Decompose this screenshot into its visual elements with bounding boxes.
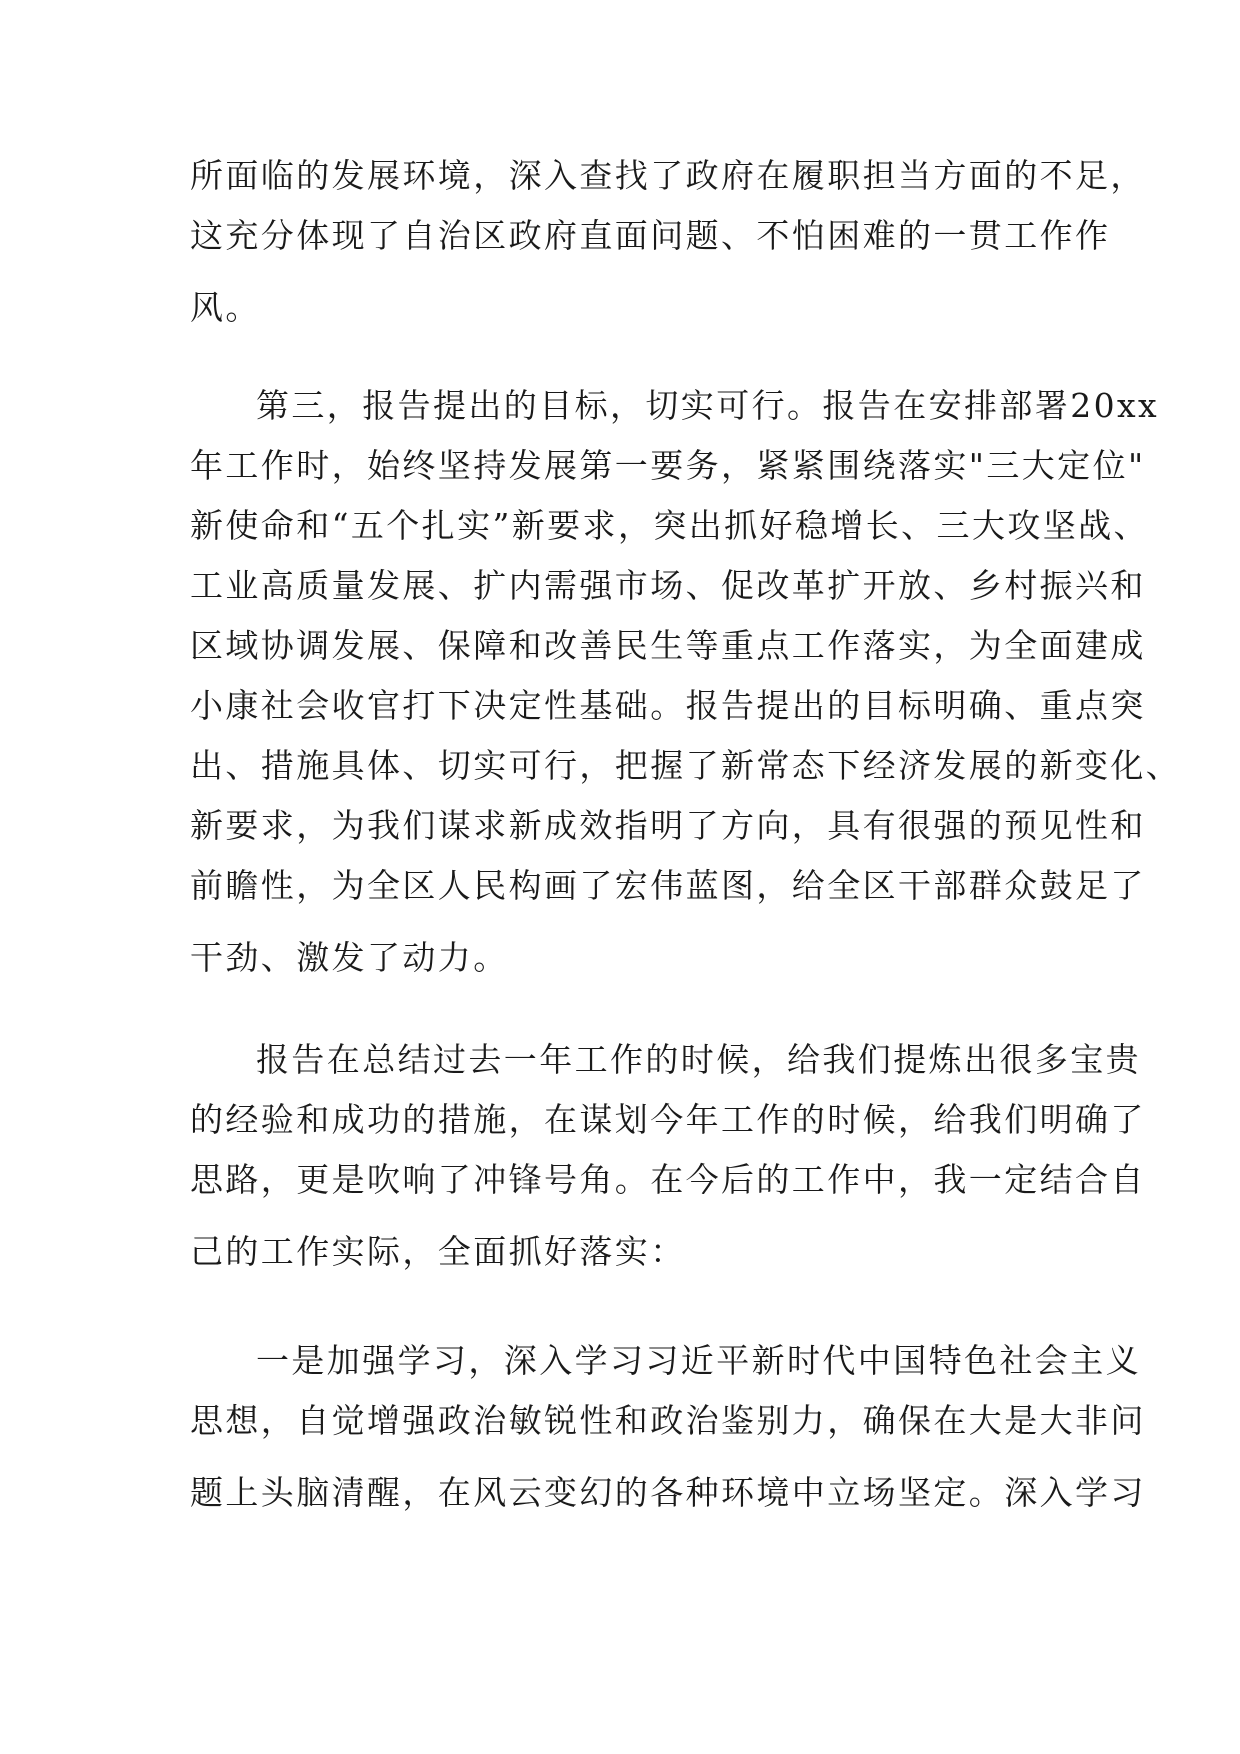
- text-line: 前瞻性，为全区人民构画了宏伟蓝图，给全区干部群众鼓足了: [190, 866, 1146, 905]
- text-line: 的经验和成功的措施，在谋划今年工作的时候，给我们明确了: [190, 1100, 1146, 1139]
- text-line: 思想，自觉增强政治敏锐性和政治鉴别力，确保在大是大非问: [190, 1401, 1146, 1440]
- text-line: 出、措施具体、切实可行，把握了新常态下经济发展的新变化、: [190, 746, 1182, 785]
- text-line: 干劲、激发了动力。: [190, 938, 509, 977]
- paragraph-1: [190, 146, 1146, 338]
- text-line: 小康社会收官打下决定性基础。报告提出的目标明确、重点突: [190, 686, 1146, 725]
- text-line: 工业高质量发展、扩内需强市场、促改革扩开放、乡村振兴和: [190, 566, 1146, 605]
- paragraph-3: [190, 1030, 1146, 1282]
- text-line: 第三，报告提出的目标，切实可行。报告在安排部署20xx: [256, 386, 1160, 425]
- text-line: 年工作时，始终坚持发展第一要务，紧紧围绕落实"三大定位": [190, 446, 1146, 485]
- text-line: 己的工作实际，全面抓好落实：: [190, 1232, 686, 1271]
- text-line: 新使命和“五个扎实”新要求，突出抓好稳增长、三大攻坚战、: [190, 506, 1149, 545]
- text-line: 风。: [190, 288, 261, 327]
- text-line: 所面临的发展环境，深入查找了政府在履职担当方面的不足，: [190, 156, 1146, 195]
- text-line: 思路，更是吹响了冲锋号角。在今后的工作中，我一定结合自: [190, 1160, 1146, 1199]
- paragraph-2: [190, 376, 1182, 988]
- text-line: 一是加强学习，深入学习习近平新时代中国特色社会主义: [256, 1341, 1141, 1380]
- text-line: 新要求，为我们谋求新成效指明了方向，具有很强的预见性和: [190, 806, 1146, 845]
- text-line: 区域协调发展、保障和改善民生等重点工作落实，为全面建成: [190, 626, 1146, 665]
- text-line: 题上头脑清醒，在风云变幻的各种环境中立场坚定。深入学习: [190, 1473, 1146, 1512]
- text-line: 报告在总结过去一年工作的时候，给我们提炼出很多宝贵: [256, 1040, 1141, 1079]
- paragraph-4: [190, 1331, 1146, 1523]
- text-line: 这充分体现了自治区政府直面问题、不怕困难的一贯工作作: [190, 216, 1111, 255]
